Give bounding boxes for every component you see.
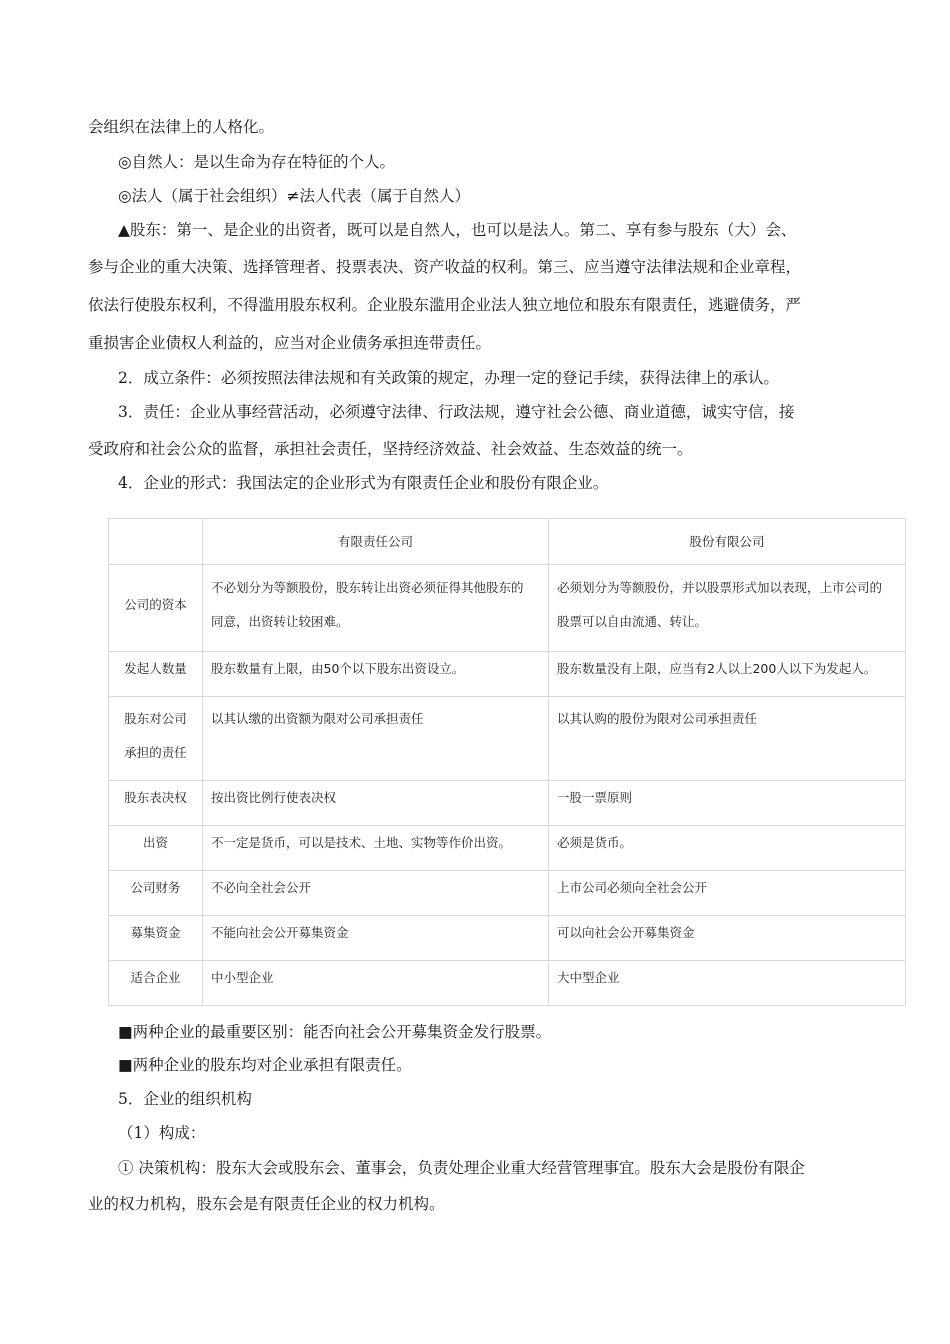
section-heading-organization: 5．企业的组织机构 bbox=[118, 1090, 252, 1108]
cell-jsc-capital-line-2: 股票可以自由流通、转让。 bbox=[557, 614, 708, 629]
row-label-finance: 公司财务 bbox=[109, 871, 203, 916]
cell-jsc-founders: 股东数量没有上限，应当有2人以上200人以下为发起人。 bbox=[549, 652, 906, 697]
cell-llc-fundraising: 不能向社会公开募集资金 bbox=[203, 916, 549, 961]
row-label-liability bbox=[109, 697, 203, 781]
cell-jsc-liability: 以其认购的股份为限对公司承担责任 bbox=[549, 697, 906, 781]
cell-llc-capital-line-1: 不必划分为等额股份，股东转让出资必须征得其他股东的 bbox=[211, 580, 524, 595]
row-label-founders: 发起人数量 bbox=[109, 652, 203, 697]
paragraph-decision-body-line-1: ① 决策机构：股东大会或股东会、董事会，负责处理企业重大经营管理事宜。股东大会是股份有限企 bbox=[118, 1159, 805, 1177]
paragraph-enterprise-forms: 4．企业的形式：我国法定的企业形式为有限责任企业和股份有限企业。 bbox=[118, 474, 609, 492]
cell-llc-voting: 按出资比例行使表决权 bbox=[203, 781, 549, 826]
cell-llc-finance: 不必向全社会公开 bbox=[203, 871, 549, 916]
paragraph-responsibility-line-2: 受政府和社会公众的监督，承担社会责任，坚持经济效益、社会效益、生态效益的统一。 bbox=[88, 440, 693, 458]
cell-jsc-finance: 上市公司必须向全社会公开 bbox=[549, 871, 906, 916]
table-row bbox=[109, 652, 906, 697]
paragraph-shareholder-line-2: 参与企业的重大决策、选择管理者、投票表决、资产收益的权利。第三、应当遵守法律法规和企业章程， bbox=[88, 258, 802, 276]
paragraph-shareholder-line-1: ▲股东：第一、是企业的出资者，既可以是自然人，也可以是法人。第二、享有参与股东（大）会、 bbox=[118, 221, 797, 239]
cell-jsc-voting: 一股一票原则 bbox=[549, 781, 906, 826]
paragraph-legal-person-vs-representative: ◎法人（属于社会组织）≠法人代表（属于自然人） bbox=[118, 187, 471, 205]
table-header-row bbox=[109, 519, 906, 565]
row-label-liability-line-2: 承担的责任 bbox=[124, 745, 187, 760]
paragraph-limited-liability: ■两种企业的股东均对企业承担有限责任。 bbox=[118, 1056, 412, 1074]
cell-llc-contribution: 不一定是货币，可以是技术、土地、实物等作价出资。 bbox=[203, 826, 549, 871]
paragraph-key-difference: ■两种企业的最重要区别：能否向社会公开募集资金发行股票。 bbox=[118, 1023, 552, 1041]
table-row bbox=[109, 916, 906, 961]
table-row bbox=[109, 781, 906, 826]
row-label-capital: 公司的资本 bbox=[109, 565, 203, 652]
paragraph-decision-body-line-2: 业的权力机构，股东会是有限责任企业的权力机构。 bbox=[88, 1195, 445, 1213]
cell-jsc-contribution: 必须是货币。 bbox=[549, 826, 906, 871]
paragraph-shareholder-line-4: 重损害企业债权人利益的，应当对企业债务承担连带责任。 bbox=[88, 334, 492, 352]
table-header-llc: 有限责任公司 bbox=[203, 519, 549, 565]
paragraph-legal-person-tail: 会组织在法律上的人格化。 bbox=[88, 118, 275, 136]
table-row bbox=[109, 697, 906, 781]
cell-jsc-capital bbox=[549, 565, 906, 652]
paragraph-shareholder-line-3: 依法行使股东权利，不得滥用股东权利。企业股东滥用企业法人独立地位和股东有限责任，逃避债务，严 bbox=[88, 296, 802, 314]
cell-llc-liability: 以其认缴的出资额为限对公司承担责任 bbox=[203, 697, 549, 781]
table-row bbox=[109, 826, 906, 871]
cell-llc-capital-line-2: 同意，出资转让较困难。 bbox=[211, 614, 349, 629]
row-label-contribution: 出资 bbox=[109, 826, 203, 871]
row-label-liability-line-1: 股东对公司 bbox=[124, 711, 187, 726]
company-comparison-table bbox=[108, 518, 906, 1006]
cell-jsc-fundraising: 可以向社会公开募集资金 bbox=[549, 916, 906, 961]
table-row bbox=[109, 961, 906, 1006]
cell-jsc-suitable: 大中型企业 bbox=[549, 961, 906, 1006]
table-header-blank bbox=[109, 519, 203, 565]
cell-llc-suitable: 中小型企业 bbox=[203, 961, 549, 1006]
table-row bbox=[109, 871, 906, 916]
table-header-jsc: 股份有限公司 bbox=[549, 519, 906, 565]
table-row bbox=[109, 565, 906, 652]
cell-jsc-capital-line-1: 必须划分为等额股份，并以股票形式加以表现，上市公司的 bbox=[557, 580, 883, 595]
cell-llc-founders: 股东数量有上限，由50个以下股东出资设立。 bbox=[203, 652, 549, 697]
subheading-composition: （1）构成： bbox=[118, 1124, 206, 1142]
cell-llc-capital bbox=[203, 565, 549, 652]
row-label-voting: 股东表决权 bbox=[109, 781, 203, 826]
paragraph-establishment-conditions: 2．成立条件：必须按照法律法规和有关政策的规定，办理一定的登记手续，获得法律上的承认。 bbox=[118, 369, 779, 387]
row-label-fundraising: 募集资金 bbox=[109, 916, 203, 961]
row-label-suitable: 适合企业 bbox=[109, 961, 203, 1006]
paragraph-natural-person: ◎自然人：是以生命为存在特征的个人。 bbox=[118, 153, 396, 171]
paragraph-responsibility-line-1: 3．责任：企业从事经营活动，必须遵守法律、行政法规，遵守社会公德、商业道德，诚实守信，接 bbox=[118, 403, 795, 421]
